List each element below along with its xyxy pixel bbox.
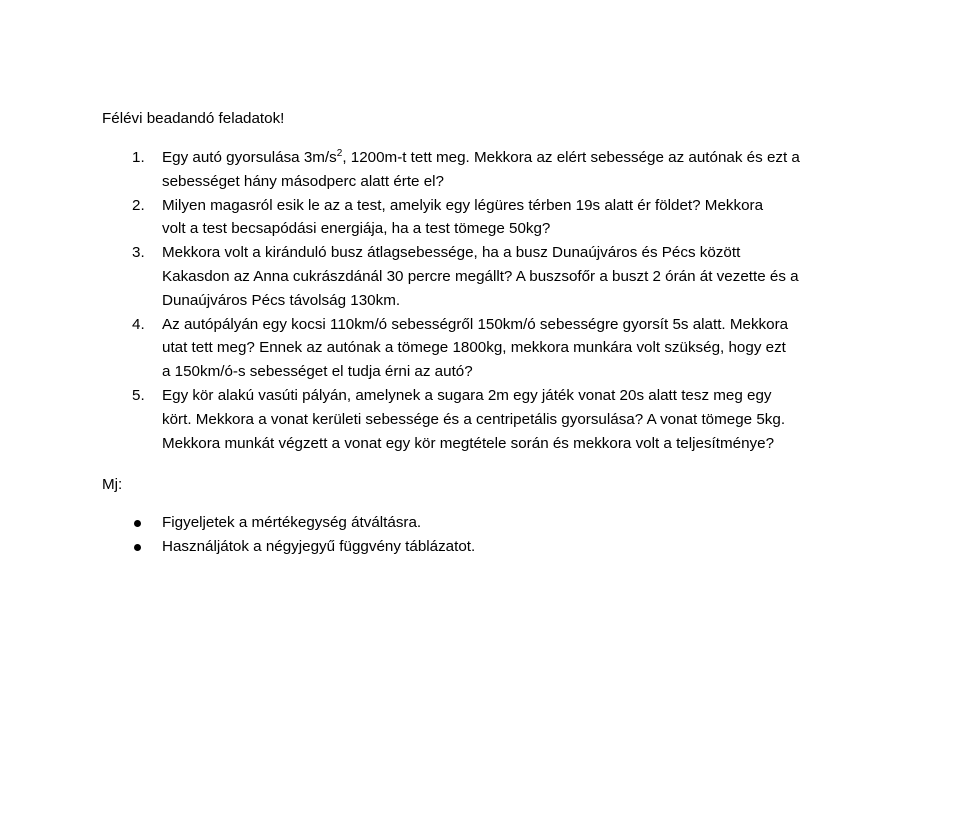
task-line: kört. Mekkora a vonat kerületi sebessége és a centripetális gyorsulása? A vonat tömege 5kg.	[162, 410, 786, 428]
task-list	[102, 146, 872, 455]
task-line: Kakasdon az Anna cukrászdánál 30 percre megállt? A buszsofőr a buszt 2 órán át vezette és a	[162, 267, 799, 285]
task-item-1	[102, 146, 872, 194]
task-line: Milyen magasról esik le az a test, amelyik egy légüres térben 19s alatt ér földet? Mekkora	[162, 196, 764, 214]
task-text-fragment: , 1200m-t tett meg. Mekkora az elért sebessége az autónak és ezt a	[342, 149, 800, 166]
task-line: utat tett meg? Ennek az autónak a tömege 1800kg, mekkora munkára volt szükség, hogy ezt	[162, 339, 786, 357]
task-item-3	[102, 241, 872, 312]
task-line: Mekkora munkát végzett a vonat egy kör megtétele során és mekkora volt a teljesítménye?	[162, 434, 775, 452]
bullet-icon	[134, 544, 141, 551]
note-text: Figyeljetek a mértékegység átváltásra.	[162, 514, 422, 531]
task-line: sebességet hány másodperc alatt érte el?	[162, 172, 444, 190]
task-item-5	[102, 384, 872, 455]
task-line: volt a test becsapódási energiája, ha a test tömege 50kg?	[162, 220, 551, 238]
task-item-2	[102, 194, 872, 242]
task-line: Egy kör alakú vasúti pályán, amelynek a sugara 2m egy játék vonat 20s alatt tesz meg egy	[162, 386, 772, 404]
task-line: Mekkora volt a kiránduló busz átlagsebessége, ha a busz Dunaújváros és Pécs között	[162, 244, 741, 262]
task-line: a 150km/ó-s sebességet el tudja érni az autó?	[162, 363, 473, 381]
note-item-1	[102, 511, 872, 535]
note-item-2	[102, 535, 872, 559]
task-number: 2.	[132, 196, 145, 214]
task-number: 1.	[132, 149, 145, 166]
document-heading: Félévi beadandó feladatok!	[102, 110, 285, 127]
note-text: Használjátok a négyjegyű függvény táblázatot.	[162, 537, 476, 555]
task-line: Dunaújváros Pécs távolság 130km.	[162, 291, 401, 309]
task-number: 5.	[132, 386, 145, 404]
bullet-icon	[134, 520, 141, 527]
task-number: 3.	[132, 244, 145, 262]
note-label: Mj:	[102, 476, 123, 493]
task-text-fragment: Egy autó gyorsulása 3m/s	[162, 149, 337, 166]
task-item-4	[102, 313, 872, 384]
task-number: 4.	[132, 315, 145, 333]
task-line	[162, 146, 872, 170]
superscript-exponent: 2	[336, 148, 343, 159]
task-line: Az autópályán egy kocsi 110km/ó sebességről 150km/ó sebességre gyorsít 5s alatt. Mekkora	[162, 315, 789, 333]
note-list	[102, 511, 872, 559]
